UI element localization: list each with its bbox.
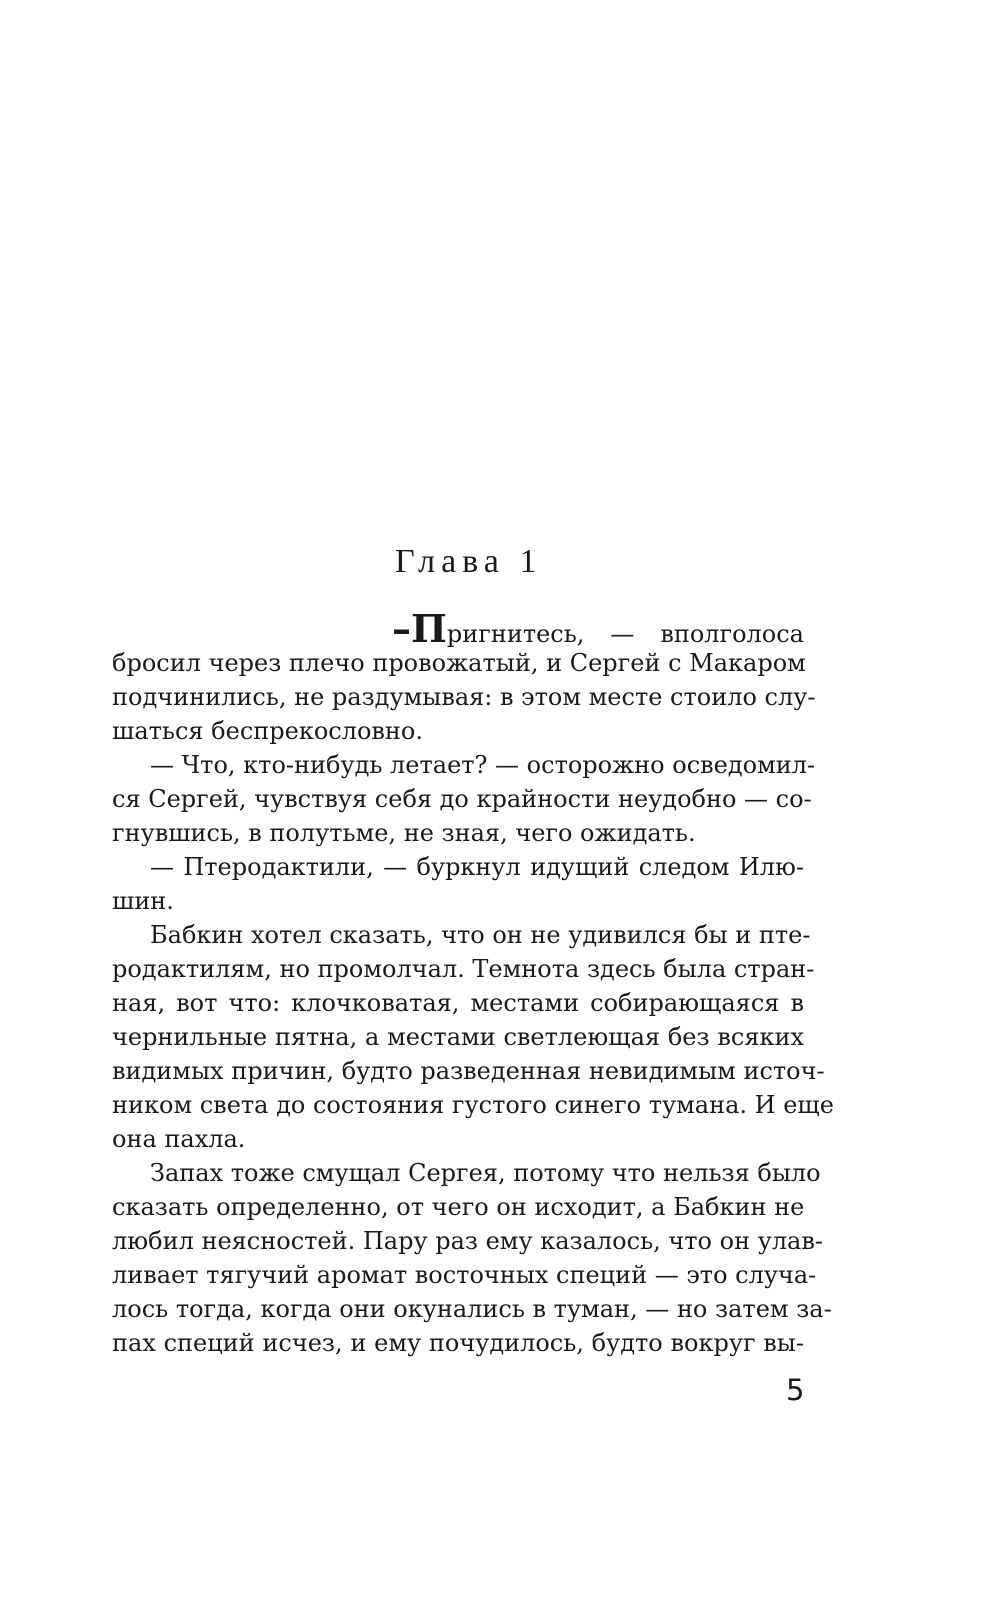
text-line: ная, вот что: клочковатая, местами собирающаяся в	[112, 989, 804, 1017]
text-line: пах специй исчез, и ему почудилось, будто вокруг вы-	[112, 1329, 804, 1357]
text-line	[112, 606, 804, 651]
text-line: ся Сергей, чувствуя себя до крайности неудобно — со-	[112, 785, 812, 813]
drop-cap: –П	[392, 606, 447, 651]
text-line: шин.	[112, 887, 174, 915]
text-line: чернильные пятна, а местами светлеющая без всяких	[112, 1023, 804, 1051]
text-line: — Птеродактили, — буркнул идущий следом Илю-	[150, 853, 804, 881]
text-line: любил неясностей. Пару раз ему казалось, что он улав-	[112, 1227, 823, 1255]
body-text	[112, 606, 834, 1360]
text-line: — Что, кто-нибудь летает? — осторожно осведомил-	[150, 751, 816, 779]
text-line: подчинились, не раздумывая: в этом месте стоило слу-	[112, 683, 816, 711]
text-line: Запах тоже смущал Сергея, потому что нельзя было	[150, 1159, 821, 1187]
text-line: шаться беспрекословно.	[112, 717, 424, 745]
text-line-content: ригнитесь, — вполголоса	[446, 620, 804, 648]
text-line: сказать определенно, от чего он исходит, а Бабкин не	[112, 1193, 805, 1221]
text-line: родактилям, но промолчал. Темнота здесь была стран-	[112, 955, 815, 983]
chapter-heading: Глава 1	[395, 543, 543, 580]
text-line: она пахла.	[112, 1125, 246, 1153]
text-line: видимых причин, будто разведенная невидимым источ-	[112, 1057, 825, 1085]
text-line: бросил через плечо провожатый, и Сергей с Макаром	[112, 649, 806, 677]
text-line: Бабкин хотел сказать, что он не удивился бы и пте-	[150, 921, 811, 949]
page-number: 5	[786, 1373, 805, 1407]
text-line: лось тогда, когда они окунались в туман, — но затем за-	[112, 1295, 832, 1323]
text-line: ливает тягучий аромат восточных специй — это случа-	[112, 1261, 817, 1289]
text-line: гнувшись, в полутьме, не зная, чего ожидать.	[112, 819, 696, 847]
text-line: ником света до состояния густого синего тумана. И еще	[112, 1091, 834, 1119]
